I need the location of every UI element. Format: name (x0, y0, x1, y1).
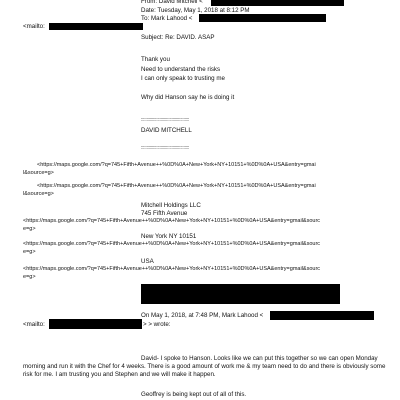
signature-separator-2: :::::::::::::::::::::::::::::::::::::::::::: (141, 145, 189, 151)
subject-line: Subject: Re: DAVID. ASAP (141, 34, 215, 41)
country-line: USA (141, 258, 154, 265)
quoted-body-line-2: Geoffrey is being kept out of all of this. (141, 391, 247, 398)
map-link-c-line2[interactable]: e=g> (23, 226, 36, 232)
reply-line-3: I can only speak to trusting me (141, 75, 225, 82)
reply-line-4: Why did Hanson say he is doing it (141, 94, 235, 101)
signature-name: DAVID MITCHELL (141, 127, 192, 134)
map-link-e-line1[interactable]: <https://maps.google.com/?q=745+Fifth+Avenue++%0D%0A+New+York+NY+10151+%0D%0A+USA&entry=gmail&sourc (23, 266, 321, 272)
company-name: Mitchell Holdings LLC (141, 202, 201, 209)
reply-line-2: Need to understand the risks (141, 66, 221, 73)
redaction-quoted-email (270, 311, 374, 320)
map-link-b-line2[interactable]: l&source=g> (23, 191, 54, 197)
redaction-to-email (199, 14, 326, 22)
street-address: 745 Fifth Avenue (141, 210, 188, 217)
redaction-signature-block (141, 284, 340, 304)
date-line: Date: Tuesday, May 1, 2018 at 8:12 PM (141, 7, 250, 14)
mailto-prefix: <mailto: (23, 23, 45, 30)
signature-separator: :::::::::::::::::::::::::::::::::::::::::::: (141, 117, 189, 123)
map-link-a-line1[interactable]: <https://maps.google.com/?q=745+Fifth+Avenue++%0D%0A+New+York+NY+10151+%0D%0A+USA&entry=gmai (37, 162, 316, 168)
redaction-quoted-mailto (49, 319, 142, 329)
to-line: To: Mark Lahood < (141, 15, 193, 22)
quoted-intro: On May 1, 2018, at 7:48 PM, Mark Lahood < (141, 312, 264, 319)
from-line: From: David Mitchell < (141, 0, 203, 5)
map-link-b-line1[interactable]: <https://maps.google.com/?q=745+Fifth+Avenue++%0D%0A+New+York+NY+10151+%0D%0A+USA&entry=gmai (37, 183, 316, 189)
redaction-mailto (49, 23, 143, 30)
map-link-d-line1[interactable]: <https://maps.google.com/?q=745+Fifth+Avenue++%0D%0A+New+York+NY+10151+%0D%0A+USA&entry=gmail&sourc (23, 241, 321, 247)
reply-line-1: Thank you (141, 56, 170, 63)
map-link-d-line2[interactable]: e=g> (23, 249, 36, 255)
map-link-e-line2[interactable]: e=g> (23, 274, 36, 280)
quoted-body-paragraph: David- I spoke to Hanson. Looks like we can put this together so we can open Monday morning and run it with the Chef for 4 weeks. There is a good amount of work me & my team need to do and there is obviously some risk for me. I am trusting you and Stephen and we will make it happen. (23, 355, 386, 378)
quoted-wrote: > > wrote: (143, 321, 171, 328)
map-link-c-line1[interactable]: <https://maps.google.com/?q=745+Fifth+Avenue++%0D%0A+New+York+NY+10151+%0D%0A+USA&entry=gmail&sourc (23, 218, 321, 224)
city-line: New York NY 10151 (141, 233, 197, 240)
quoted-mailto-prefix: <mailto: (23, 321, 45, 328)
redaction-from-email (211, 0, 344, 6)
map-link-a-line2[interactable]: l&source=g> (23, 170, 54, 176)
